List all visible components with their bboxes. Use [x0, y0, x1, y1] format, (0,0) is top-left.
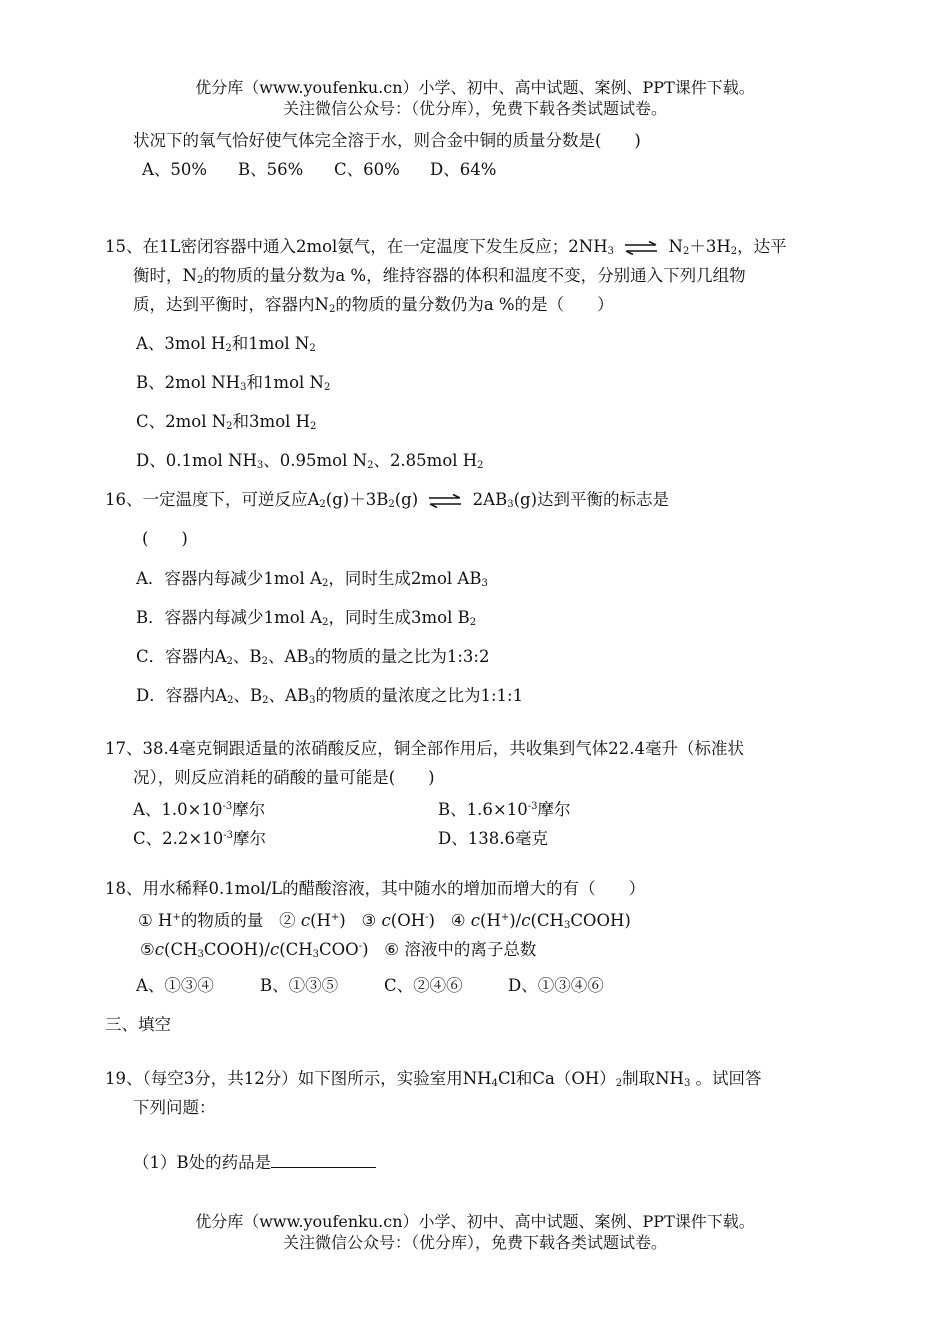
q18-option-c: C、②④⑥: [384, 976, 463, 995]
q18-line-1: 18、用水稀释0.1mol/L的醋酸溶液，其中随水的增加而增大的有（ ）: [105, 879, 646, 898]
q16-option-b: B．容器内每减少1mol $A_2$，同时生成3mol $B_2$: [136, 608, 477, 628]
q18-items-row-2: $⑤c(CH_3COOH)/c(CH_3COO^-)$ ⑥ 溶液中的离子总数: [140, 940, 537, 960]
q14-continuation: 状况下的氧气恰好使气体完全溶于水，则合金中铜的质量分数是( ): [133, 131, 641, 150]
q14-options: [142, 159, 526, 181]
q14-option-b: B、56%: [238, 160, 304, 179]
section-heading: 三、填空: [105, 1015, 171, 1034]
q18-items-row-1: ① H+的物质的量 ② c(H+) ③ c(OH-) ④ $c(H^+)/c(CH_3COOH)$: [138, 911, 631, 931]
equilibrium-arrow-icon: [427, 494, 463, 508]
equilibrium-arrow-icon: [623, 241, 659, 255]
q15-line-1: 15、在1L密闭容器中通入2mol氨气，在一定温度下发生反应；$2NH_3$ $N_2+3H_2$，达平: [105, 237, 787, 257]
q17-option-a: A、$1.0\times 10^{-3}$摩尔: [133, 800, 266, 819]
q15-option-d: D、0.1mol $NH_3$、0.95mol $N_2$、2.85mol $H_2$: [136, 451, 484, 471]
q15-line-3: 质，达到平衡时，容器内$N_2$的物质的量分数仍为a %的是（ ）: [133, 295, 614, 315]
q15-option-b: B、2mol $NH_3$和1mol $N_2$: [136, 373, 331, 393]
footer-line-2: 关注微信公众号：（优分库），免费下载各类试题试卷。: [282, 1233, 667, 1252]
q16-option-a: A．容器内每减少1mol $A_2$，同时生成2mol $AB_3$: [136, 569, 488, 589]
q16-option-d: D．容器内$A_2$、$B_2$、$AB_3$的物质的量浓度之比为1:1:1: [136, 686, 524, 706]
q17-line-2: 况），则反应消耗的硝酸的量可能是( ): [133, 768, 435, 787]
q16-option-c: C．容器内$A_2$、$B_2$、$AB_3$的物质的量之比为1:3:2: [136, 647, 490, 667]
header-line-1: 优分库（www.youfenku.cn）小学、初中、高中试题、案例、PPT课件下载。: [195, 78, 755, 97]
q16-answer-paren: ( ): [142, 529, 188, 548]
q15-number: 15、: [105, 237, 143, 256]
q19-line-2: 下列问题：: [133, 1098, 216, 1117]
answer-blank[interactable]: [271, 1151, 376, 1168]
header-line-2: 关注微信公众号：（优分库），免费下载各类试题试卷。: [282, 99, 667, 118]
q19-line-1: 19、（每空3分，共12分）如下图所示，实验室用$NH_4Cl$和$Ca(OH)_2$制取$NH_3$ 。试回答: [105, 1069, 762, 1089]
q17-option-b: B、$1.6\times 10^{-3}$摩尔: [438, 800, 571, 819]
q17-options-row-1: [133, 796, 570, 821]
q16-number: 16、: [105, 490, 143, 509]
q18-option-d: D、①③④⑥: [508, 976, 604, 995]
q14-option-d: D、64%: [430, 160, 497, 179]
q14-option-a: A、50%: [142, 160, 208, 179]
q18-option-b: B、①③⑤: [260, 976, 339, 995]
q15-option-c: C、2mol $N_2$和3mol $H_2$: [136, 412, 317, 432]
q14-option-c: C、60%: [334, 160, 400, 179]
q17-option-d: D、138.6毫克: [438, 829, 548, 848]
q17-options-row-2: [133, 825, 548, 850]
footer-line-1: 优分库（www.youfenku.cn）小学、初中、高中试题、案例、PPT课件下载。: [195, 1212, 755, 1231]
q15-option-a: A、3mol $H_2$和1mol $N_2$: [136, 334, 316, 354]
q18-options: [136, 975, 604, 997]
q15-line-2: 衡时，$N_2$的物质的量分数为a %，维持容器的体积和温度不变，分别通入下列几组物: [133, 266, 746, 286]
q17-option-c: C、$2.2\times 10^{-3}$摩尔: [133, 829, 266, 848]
q18-option-a: A、①③④: [136, 976, 214, 995]
q19-sub-question-1: （1）B处的药品是: [133, 1151, 376, 1174]
q17-line-1: 17、38.4毫克铜跟适量的浓硝酸反应，铜全部作用后，共收集到气体22.4毫升（标准状: [105, 739, 744, 758]
q16-line-1: 16、一定温度下，可逆反应$A_2(g)+3B_2(g)$ $2AB_3(g)$达到平衡的标志是: [105, 490, 670, 510]
